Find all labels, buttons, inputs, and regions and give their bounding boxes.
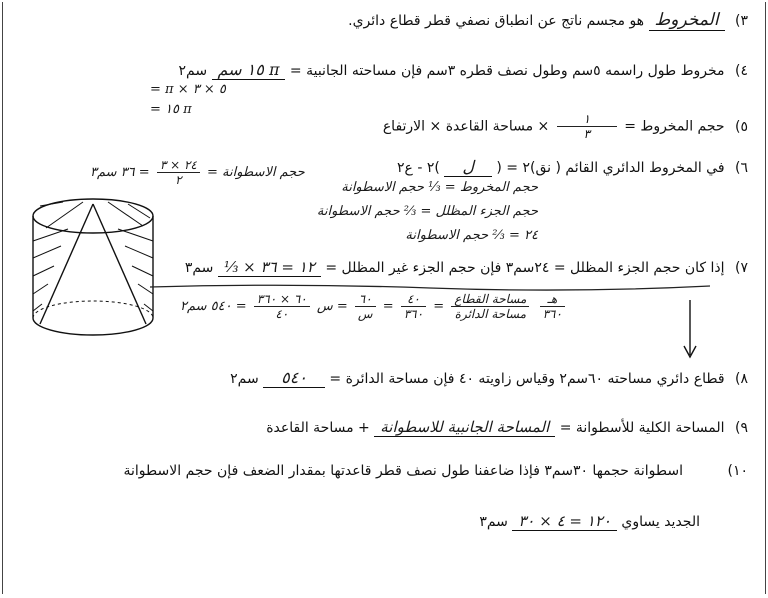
ratio-eq: = س (316, 299, 348, 314)
ratio-frac-2-bottom: مساحة الدائرة (454, 307, 526, 321)
question-4-text: مخروط طول راسمه ٥سم وطول نصف قطره ٣سم فإن مساحته الجانبية = (289, 63, 725, 79)
question-9-answer: المساحة الجانبية للاسطوانة (374, 418, 555, 437)
question-10-text: اسطوانة حجمها ٣٠سم٣ فإذا ضاعفنا طول نصف قطر قاعدتها بمقدار الضعف فإن حجم الاسطوانة (123, 463, 684, 479)
question-6 (397, 157, 748, 177)
arrow-down-icon (680, 300, 700, 360)
ratio-frac-3-bottom: ٣٦٠ (403, 307, 424, 321)
question-5-frac-top: ١ (557, 112, 617, 127)
question-9-text: المساحة الكلية للأسطوانة = (559, 420, 725, 436)
question-10-line-2 (479, 512, 700, 531)
question-9-number: ٩) (735, 420, 748, 436)
question-10-unit: سم٣ (479, 514, 508, 530)
cylinder-volume-frac-bottom: ٢ (175, 173, 182, 187)
ratio-frac-3-top: ٤٠ (401, 292, 426, 307)
cylinder-volume-fraction (157, 158, 200, 187)
cylinder-volume-frac-top: ٢٤ × ٣ (157, 158, 200, 173)
question-7 (185, 258, 748, 277)
ratio-result: = ٥٤٠ سم٢ (180, 299, 247, 314)
ratio-frac-1-top: هـ (540, 292, 565, 307)
ratio-frac-2-top: مساحة القطاع (451, 292, 529, 307)
ratio-frac-4-top: ٦٠ (355, 292, 376, 307)
question-9-text-b: + مساحة القاعدة (266, 420, 370, 436)
question-4-answer: π ١٥ سم (212, 60, 286, 80)
question-10-answer: ١٢٠ = ٤ × ٣٠ (512, 512, 617, 531)
cylinder-cone-drawing (28, 196, 158, 346)
question-3 (348, 10, 748, 31)
question-6-answer: ل (444, 157, 492, 177)
question-6-work-2: حجم الجزء المظلل = ⅔ حجم الاسطوانة (316, 204, 538, 219)
ratio-frac-3 (401, 292, 426, 321)
ratio-frac-5-top: ٦٠ × ٣٦٠ (254, 292, 310, 307)
cylinder-volume-label: حجم الاسطوانة = (206, 165, 305, 180)
question-6-text: في المخروط الدائري القائم ( نق)٢ = ( (496, 160, 725, 176)
question-3-number: ٣) (735, 13, 748, 29)
question-5-number: ٥) (735, 118, 748, 135)
question-6-work-3: ٢٤ = ⅔ حجم الاسطوانة (405, 228, 538, 243)
question-6-number: ٦) (735, 160, 748, 176)
ratio-frac-5 (254, 292, 310, 321)
question-6-text-b: )٢ - ع٢ (397, 160, 440, 176)
question-3-answer: المخروط (649, 10, 725, 31)
question-4-number: ٤) (735, 63, 748, 79)
ratio-frac-5-bottom: ٤٠ (275, 307, 289, 321)
question-6-work-1: حجم المخروط = ⅓ حجم الاسطوانة (341, 180, 538, 195)
question-5-frac-bottom: ٣ (583, 127, 590, 141)
question-8-text: قطاع دائري مساحته ٦٠سم٢ وقياس زاويته ٤٠ فإن مساحة الدائرة = (329, 371, 725, 387)
ratio-frac-4-bottom: س (357, 307, 373, 321)
question-7-answer: ١٢ = ٣٦ × ⅓ (218, 258, 321, 277)
question-8-number: ٨) (735, 371, 748, 387)
question-5 (383, 112, 748, 141)
ratio-frac-1-bottom: ٣٦٠ (542, 307, 562, 321)
cylinder-volume-result: = ٣٦ سم٣ (90, 165, 150, 180)
question-7-text: إذا كان حجم الجزء المظلل = ٢٤سم٣ فإن حجم الجزء غير المظلل = (325, 260, 725, 276)
question-4-unit: سم٢ (178, 63, 208, 79)
question-4-work-1: ٥ × ٣ × π = (150, 82, 226, 97)
question-8-answer: ٥٤٠ (263, 368, 325, 388)
question-7-unit: سم٣ (184, 260, 214, 276)
question-10 (124, 463, 749, 479)
question-4-work-2: π ١٥ = (150, 102, 192, 117)
ratio-frac-1 (540, 292, 565, 321)
question-7-number: ٧) (735, 260, 748, 276)
question-5-text-a: حجم المخروط = (624, 118, 725, 135)
sector-ratio-work: $\frac{\text{هـ}}{٣٦٠}$ $\frac{\text{مساحة القطاع}}{\text{مساحة الدائرة}}$ = $\frac{٤٠}{٣٦٠}$ = $\frac{٦٠}{\text{س}}$ = س $\frac{٦٠ \times ٣٦٠}{٤٠}$ = ٥٤٠ سم٢ (180, 292, 568, 321)
question-8-unit: سم٢ (230, 371, 259, 387)
ratio-frac-4 (355, 292, 376, 321)
question-10-text-2: الجديد يساوي (621, 514, 700, 530)
question-9 (266, 418, 748, 437)
question-8 (230, 368, 748, 388)
cylinder-volume-work (90, 158, 305, 187)
question-5-answer-fraction (557, 112, 617, 141)
question-4 (178, 60, 748, 80)
question-3-text: هو مجسم ناتج عن انطباق نصفي قطر قطاع دائري. (348, 13, 645, 29)
question-5-text-b: × مساحة القاعدة × الارتفاع (382, 118, 550, 135)
ratio-frac-2 (451, 292, 529, 321)
question-10-number: ١٠) (727, 463, 748, 479)
